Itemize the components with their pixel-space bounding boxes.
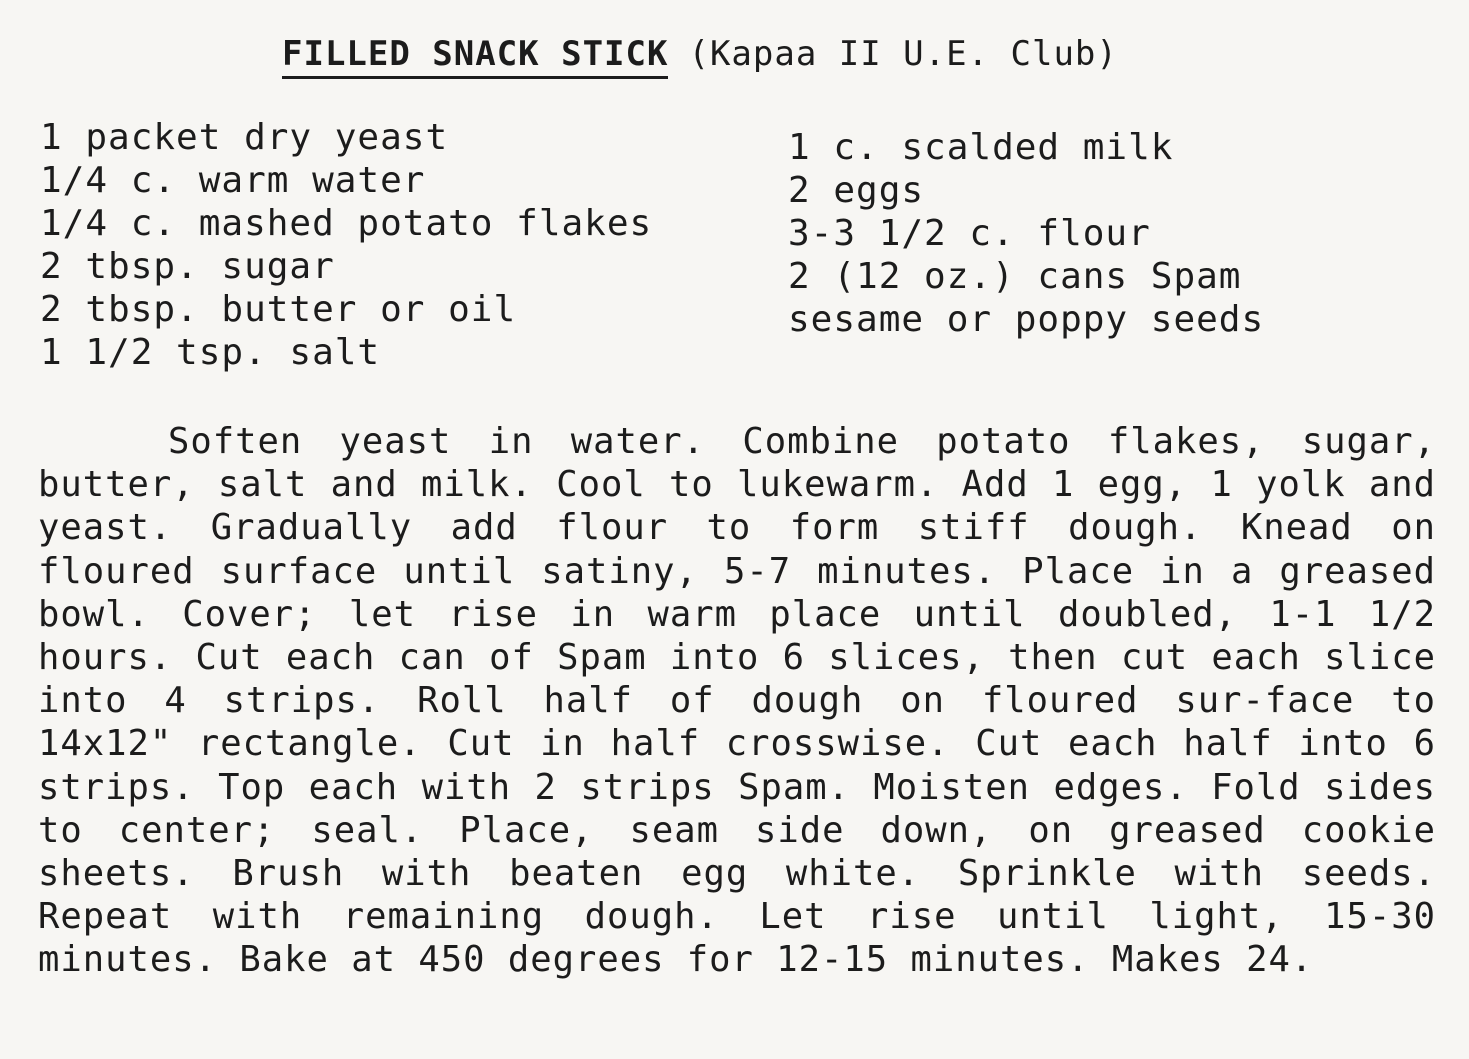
ingredient-item: 1/4 c. warm water bbox=[40, 160, 426, 201]
ingredient-item: 1 c. scalded milk bbox=[788, 127, 1174, 168]
recipe-header bbox=[282, 34, 1118, 79]
ingredients-left-column bbox=[40, 116, 652, 374]
ingredient-item: 1 packet dry yeast bbox=[40, 117, 449, 158]
ingredient-item: 2 (12 oz.) cans Spam bbox=[788, 256, 1242, 297]
ingredient-item: 2 tbsp. butter or oil bbox=[40, 289, 517, 330]
recipe-title: FILLED SNACK STICK bbox=[282, 34, 668, 79]
ingredient-item: sesame or poppy seeds bbox=[788, 299, 1265, 340]
ingredient-item: 3-3 1/2 c. flour bbox=[788, 213, 1151, 254]
recipe-instructions: Soften yeast in water. Combine potato flakes, sugar, butter, salt and milk. Cool to lukewarm. Add 1 egg, 1 yolk and yeast. Gradually add flour to form stiff dough. Knead on floured surface until satiny, 5-7 minutes. Place in a greased bowl. Cover; let rise in warm place until doubled, 1-1 1/2 hours. Cut each can of Spam into 6 slices, then cut each slice into 4 strips. Roll half of dough on floured sur-face to 14x12" rectangle. Cut in half crosswise. Cut each half into 6 strips. Top each with 2 strips Spam. Moisten edges. Fold sides to center; seal. Place, seam side down, on greased cookie sheets. Brush with beaten egg white. Sprinkle with seeds. Repeat with remaining dough. Let rise until light, 15-30 minutes. Bake at 450 degrees for 12-15 minutes. Makes 24. bbox=[38, 421, 1436, 981]
recipe-source: (Kapaa II U.E. Club) bbox=[688, 34, 1118, 74]
ingredient-item: 2 eggs bbox=[788, 170, 925, 211]
ingredient-item: 1/4 c. mashed potato flakes bbox=[40, 203, 653, 244]
ingredient-item: 2 tbsp. sugar bbox=[40, 246, 335, 287]
ingredient-item: 1 1/2 tsp. salt bbox=[40, 332, 381, 373]
ingredients-right-column bbox=[788, 126, 1264, 341]
